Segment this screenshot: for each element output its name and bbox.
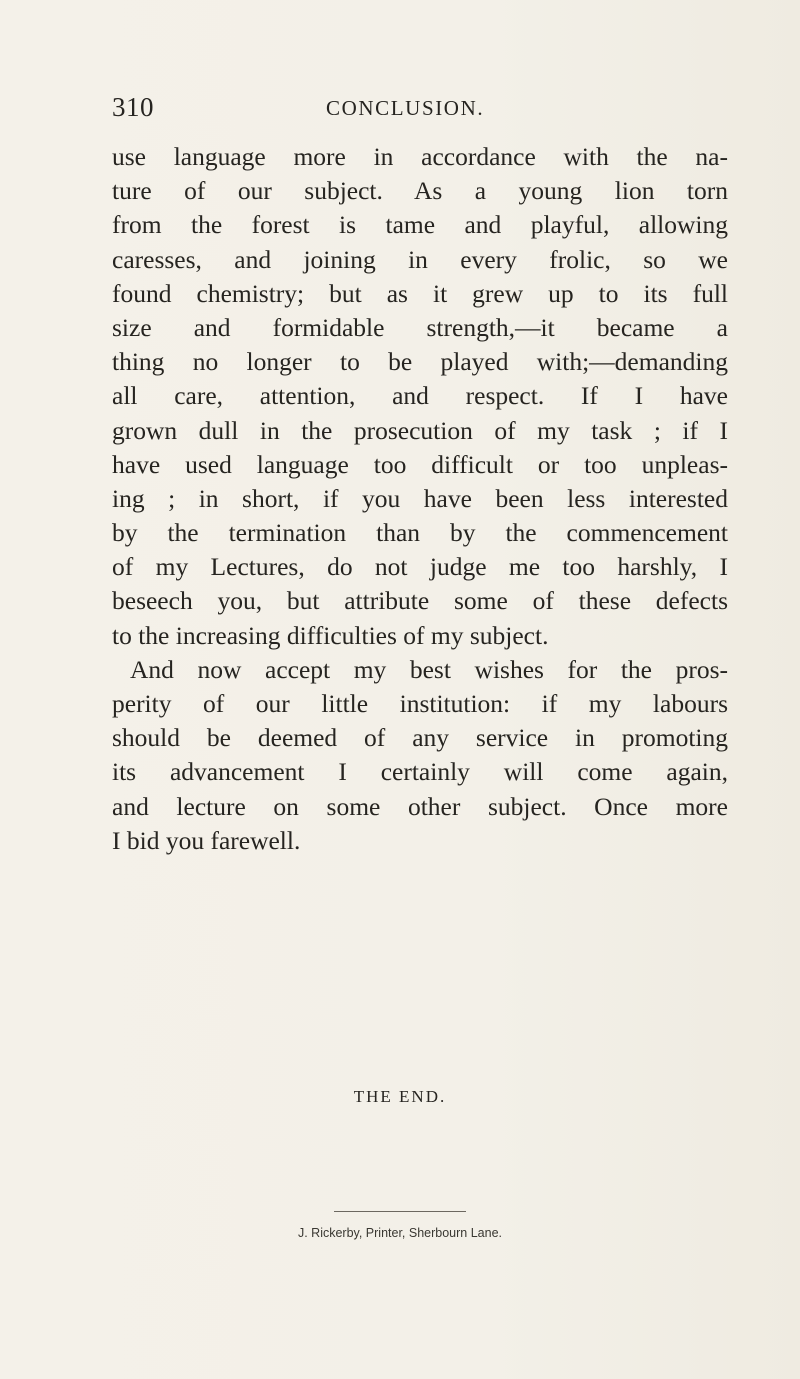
text-line: and lecture on some other subject. Once more	[112, 791, 728, 821]
text-line: grown dull in the prosecution of my task ; if I	[112, 415, 728, 445]
body-text	[112, 140, 728, 858]
text-line: use language more in accordance with the na-	[112, 142, 728, 171]
text-line: to the increasing difficulties of my subject.	[112, 620, 549, 650]
text-line: I bid you farewell.	[112, 825, 301, 855]
the-end-heading: THE END.	[353, 1087, 447, 1106]
page-number: 310	[112, 92, 154, 122]
text-line: And now accept my best wishes for the pros-	[130, 654, 728, 684]
text-line: from the forest is tame and playful, allowing	[112, 210, 728, 240]
running-title: CONCLUSION.	[326, 96, 485, 120]
running-head	[112, 92, 726, 132]
text-line: of my Lectures, do not judge me too harshly, I	[112, 552, 728, 582]
text-line: ing ; in short, if you have been less interested	[112, 483, 728, 513]
text-line: thing no longer to be played with;—demanding	[112, 347, 728, 377]
text-line: caresses, and joining in every frolic, so we	[112, 244, 728, 274]
printer-imprint: J. Rickerby, Printer, Sherbourn Lane.	[297, 1226, 503, 1240]
text-line: all care, attention, and respect. If I have	[112, 381, 728, 411]
text-line: have used language too difficult or too unpleas-	[112, 449, 728, 479]
text-line: ture of our subject. As a young lion torn	[112, 176, 728, 206]
text-line: its advancement I certainly will come again,	[112, 757, 728, 787]
divider-rule	[334, 1211, 466, 1212]
text-line: size and formidable strength,—it became a	[112, 312, 728, 342]
text-line: found chemistry; but as it grew up to its full	[112, 278, 728, 308]
text-line: perity of our little institution: if my labours	[112, 689, 728, 718]
text-line: should be deemed of any service in promoting	[112, 723, 728, 753]
text-line: by the termination than by the commencement	[112, 518, 728, 548]
text-line: beseech you, but attribute some of these defects	[112, 586, 728, 616]
